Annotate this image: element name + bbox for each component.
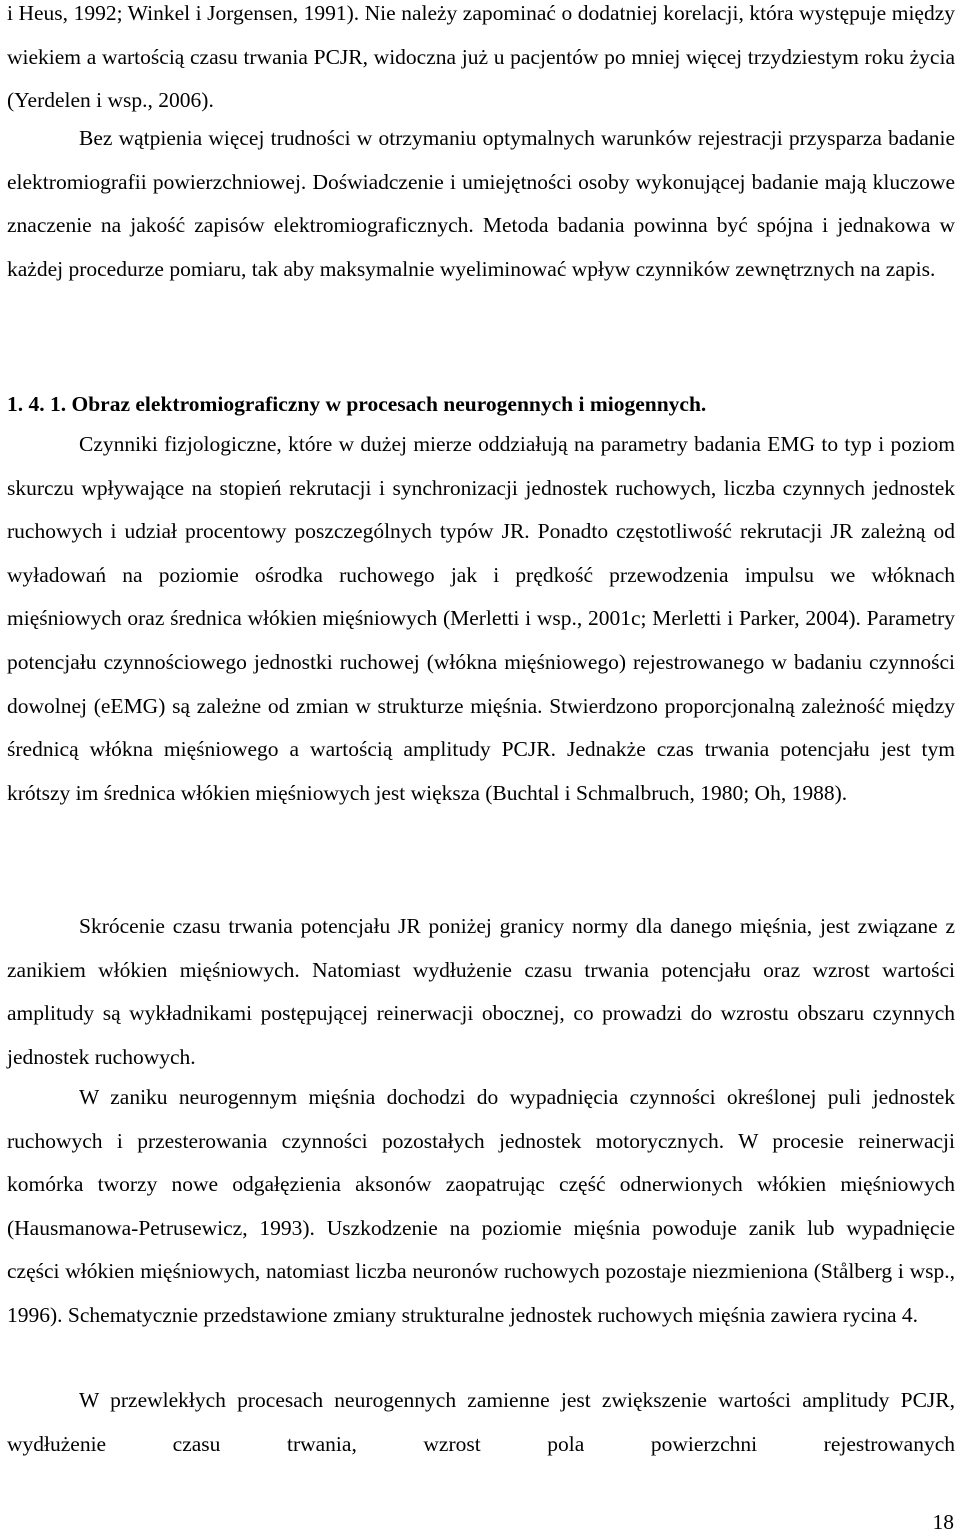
paragraph-continuation: i Heus, 1992; Winkel i Jorgensen, 1991). Nie należy zapominać o dodatniej korelacji, która występuje między wiekiem a wartością czasu trwania PCJR, widoczna już u pacjentów po mniej więcej trzydziestym roku życia (Yerdelen i wsp., 2006).: [7, 1, 955, 113]
paragraph-chronic-neurogenic: W przewlekłych procesach neurogennych zamienne jest zwiększenie wartości amplitudy PCJR, wydłużenie czasu trwania, wzrost pola powierzchni rejestrowanych: [7, 1388, 955, 1456]
paragraph-physiological-factors: Czynniki fizjologiczne, które w dużej mierze oddziałują na parametry badania EMG to typ i poziom skurczu wpływające na stopień rekrutacji i synchronizacji jednostek ruchowych, liczba czynnych jednostek ruchowych i udział procentowy poszczególnych typów JR. Ponadto częstotliwość rekrutacji JR zależną od wyładowań na poziomie ośrodka ruchowego jak i prędkość przewodzenia impulsu we włóknach mięśniowych oraz średnica włókien mięśniowych (Merletti i wsp., 2001c; Merletti i Parker, 2004). Parametry potencjału czynnościowego jednostki ruchowej (włókna mięśniowego) rejestrowanego w badaniu czynności dowolnej (eEMG) są zależne od zmian w strukturze mięśnia. Stwierdzono proporcjonalną zależność między średnicą włókna mięśniowego a wartością amplitudy PCJR. Jednakże czas trwania potencjału jest tym krótszy im średnica włókien mięśniowych jest większa (Buchtal i Schmalbruch, 1980; Oh, 1988).: [7, 432, 955, 805]
page-number: 18: [932, 1510, 954, 1534]
section-heading: 1. 4. 1. Obraz elektromiograficzny w procesach neurogennych i miogennych.: [7, 392, 707, 416]
paragraph-neurogenic-atrophy: W zaniku neurogennym mięśnia dochodzi do wypadnięcia czynności określonej puli jednostek ruchowych i przesterowania czynności pozostałych jednostek motorycznych. W procesie reinerwacji komórka tworzy nowe odgałęzienia aksonów zaopatrując część odnerwionych włókien mięśniowych (Hausmanowa-Petrusewicz, 1993). Uszkodzenie na poziomie mięśnia powoduje zanik lub wypadnięcie części włókien mięśniowych, natomiast liczba neuronów ruchowych pozostaje niezmieniona (Stålberg i wsp., 1996). Schematycznie przedstawione zmiany strukturalne jednostek ruchowych mięśnia zawiera rycina 4.: [7, 1085, 955, 1327]
paragraph-surface-emg: Bez wątpienia więcej trudności w otrzymaniu optymalnych warunków rejestracji przysparza badanie elektromiografii powierzchniowej. Doświadczenie i umiejętności osoby wykonującej badanie mają kluczowe znaczenie na jakość zapisów elektromiograficznych. Metoda badania powinna być spójna i jednakowa w każdej procedurze pomiaru, tak aby maksymalnie wyeliminować wpływ czynników zewnętrznych na zapis.: [7, 126, 955, 281]
paragraph-potential-duration: Skrócenie czasu trwania potencjału JR poniżej granicy normy dla danego mięśnia, jest związane z zanikiem włókien mięśniowych. Natomiast wydłużenie czasu trwania potencjału oraz wzrost wartości amplitudy są wykładnikami postępującej reinerwacji obocznej, co prowadzi do wzrostu obszaru czynnych jednostek ruchowych.: [7, 914, 955, 1069]
